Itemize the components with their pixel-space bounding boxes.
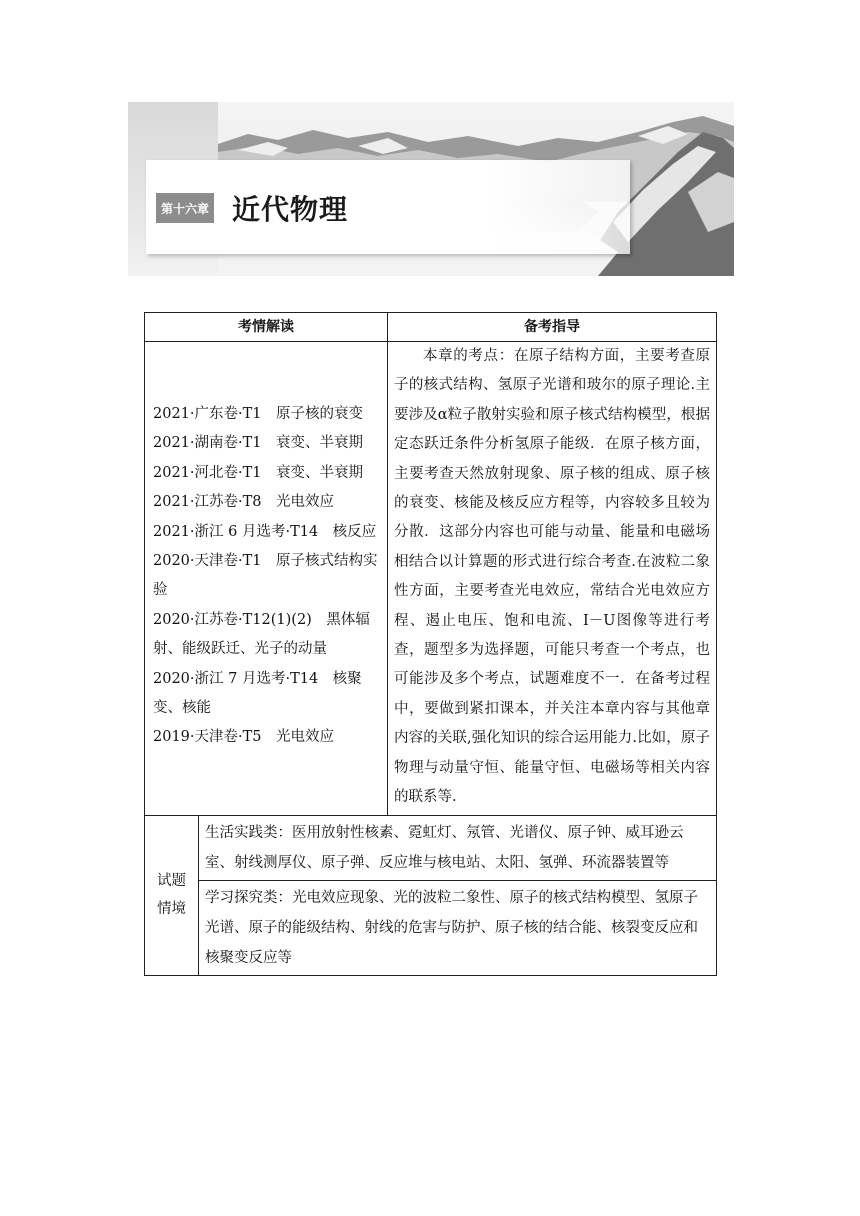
exam-item: 2020·天津卷·T1 原子核式结构实验 xyxy=(153,553,378,599)
guidance-cell xyxy=(388,342,717,816)
context-label-line1: 试题 xyxy=(157,873,186,889)
exam-item: 2021·江苏卷·T8 光电效应 xyxy=(153,494,335,511)
learning-inquiry-cell: 学习探究类：光电效应现象、光的波粒二象性、原子的核式结构模型、氢原子光谱、原子的能级结构、射线的危害与防护、原子核的结合能、核裂变反应和核聚变反应等 xyxy=(199,880,717,975)
exam-item: 2021·广东卷·T1 原子核的衰变 xyxy=(153,406,364,422)
chapter-number-tag: 第十六章 xyxy=(156,193,214,223)
exam-item: 2021·浙江 6 月选考·T14 核反应 xyxy=(153,523,377,540)
guidance-text: 本章的考点：在原子结构方面，主要考查原子的核式结构、氢原子光谱和玻尔的原子理论.主要涉及α粒子散射实验和原子核式结构模型，根据定态跃迁条件分析氢原子能级．在原子核方面，主要考查天然放射现象、原子核的组成、原子核的衰变、核能及核反应方程等，内容较多且较为分散．这部分内容也可能与动量、能量和电磁场相结合以计算题的形式进行综合考查.在波粒二象性方面，主要考查光电效应，常结合光电效应方程、遏止电压、饱和电流、I－U图像等进行考查，题型多为选择题，可能只考查一个考点，也可能涉及多个考点，试题难度不一．在备考过程中，要做到紧扣课本，并关注本章内容与其他章内容的关联,强化知识的综合运用能力.比如，原子物理与动量守恒、能量守恒、电磁场等相关内容的联系等. xyxy=(394,348,710,806)
header-preparation-guide: 备考指导 xyxy=(388,313,717,342)
context-label-cell xyxy=(145,815,199,975)
chapter-banner xyxy=(128,102,734,276)
chapter-title: 近代物理 xyxy=(232,193,349,226)
exam-item: 2021·湖南卷·T1 衰变、半衰期 xyxy=(153,435,364,452)
exam-item: 2020·浙江 7 月选考·T14 核聚变、核能 xyxy=(153,670,362,717)
header-exam-analysis: 考情解读 xyxy=(145,313,388,342)
exam-items-cell xyxy=(145,342,388,816)
exam-item: 2021·河北卷·T1 衰变、半衰期 xyxy=(153,464,364,481)
banner-title-card xyxy=(146,160,630,254)
exam-item: 2020·江苏卷·T12(1)(2) 黑体辐射、能级跃迁、光子的动量 xyxy=(153,611,370,658)
context-label-line2: 情境 xyxy=(157,901,186,917)
exam-item: 2019·天津卷·T5 光电效应 xyxy=(153,729,335,746)
life-practice-cell: 生活实践类：医用放射性核素、霓虹灯、氖管、光谱仪、原子钟、威耳逊云室、射线测厚仪、原子弹、反应堆与核电站、太阳、氢弹、环流器装置等 xyxy=(199,815,717,880)
exam-analysis-table xyxy=(144,312,717,976)
